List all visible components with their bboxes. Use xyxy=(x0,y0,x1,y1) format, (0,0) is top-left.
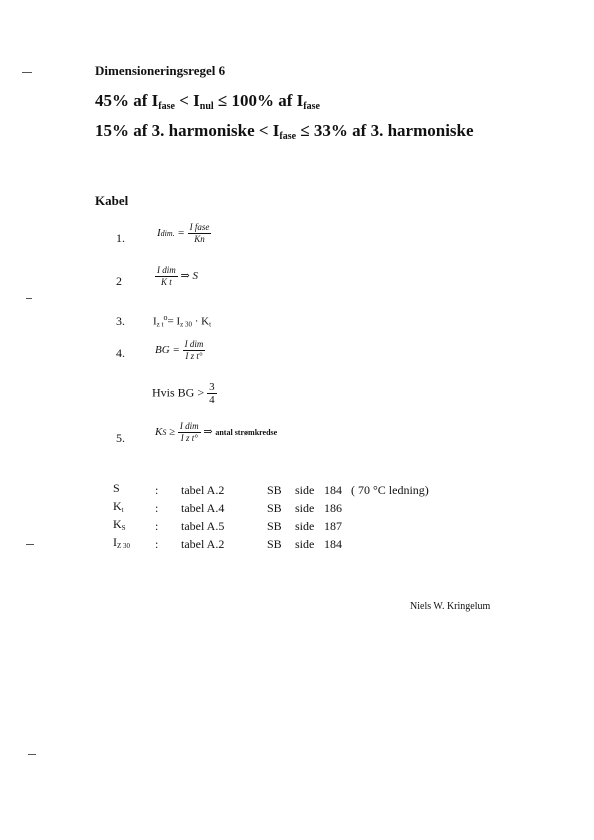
reference-cell-table: tabel A.4 xyxy=(181,501,225,515)
condition-formula xyxy=(152,381,217,406)
reference-cell-symbol xyxy=(113,499,155,517)
reference-cell-symbol xyxy=(113,535,155,553)
fraction-numerator: I dim xyxy=(157,265,176,275)
formula-multiply: · K xyxy=(191,315,210,328)
symbol-text: S xyxy=(113,481,120,495)
formula-ge: ≥ xyxy=(169,426,176,439)
fraction xyxy=(188,222,212,245)
reference-cell-note xyxy=(351,499,429,517)
symbol-subscript: t xyxy=(121,506,124,514)
step-number: 2 xyxy=(116,274,122,288)
formula-equals: = xyxy=(177,227,185,240)
step-number: 5. xyxy=(116,431,125,445)
rule1-text-c: ≤ 100% af I xyxy=(213,91,304,110)
symbol-subscript: S xyxy=(121,524,126,532)
formula-equals: = I xyxy=(167,315,181,328)
formula-subscript: z 30 xyxy=(180,320,192,329)
reference-row xyxy=(113,517,429,535)
reference-cell-colon: : xyxy=(155,537,159,551)
scan-mark xyxy=(26,544,34,545)
reference-cell-page: 184 xyxy=(324,483,342,497)
rule2-text-a: 15% af 3. harmoniske < I xyxy=(95,121,280,140)
formula-subscript: dim. xyxy=(160,229,175,239)
formula-symbol: BG xyxy=(155,344,170,357)
section-heading-kabel: Kabel xyxy=(95,193,129,208)
fraction xyxy=(183,339,206,362)
formula-superscript: o xyxy=(163,313,168,322)
step-number: 4. xyxy=(116,346,125,360)
fraction-denominator: K t xyxy=(160,277,172,287)
rule2-sub-fase: fase xyxy=(279,131,297,142)
fraction-numerator: I fase xyxy=(189,222,210,232)
formula-result: S xyxy=(192,270,198,283)
reference-cell-side: side xyxy=(295,537,315,551)
reference-row xyxy=(113,535,429,553)
formula-subscript: t xyxy=(209,320,212,329)
rule-line-2 xyxy=(95,121,474,142)
formula-symbol: I xyxy=(153,315,157,328)
formula-subscript: S xyxy=(162,428,167,438)
reference-cell-table: tabel A.2 xyxy=(181,483,225,497)
condition-text: Hvis BG > xyxy=(152,385,205,400)
reference-cell-side: side xyxy=(295,483,315,497)
symbol-text: K xyxy=(113,499,122,513)
formula-subscript: z t xyxy=(156,320,164,329)
rule1-text-a: 45% af I xyxy=(95,91,159,110)
reference-table xyxy=(113,481,429,553)
reference-row xyxy=(113,481,429,499)
step-3-formula xyxy=(153,313,211,329)
step-1-formula xyxy=(157,222,211,245)
rule1-sub-fase2: fase xyxy=(303,101,320,112)
formula-tail-text: antal strømkredse xyxy=(215,428,278,438)
reference-cell-colon: : xyxy=(155,519,159,533)
reference-cell-colon: : xyxy=(155,483,159,497)
step-5-formula xyxy=(155,421,277,444)
reference-cell-symbol xyxy=(113,517,155,535)
reference-cell-table: tabel A.5 xyxy=(181,519,225,533)
step-4-formula xyxy=(155,339,205,362)
reference-cell-book: SB xyxy=(267,519,282,533)
reference-cell-side: side xyxy=(295,501,315,515)
scan-mark xyxy=(22,72,32,73)
reference-cell-table: tabel A.2 xyxy=(181,537,225,551)
rule1-text-b: < I xyxy=(174,91,200,110)
reference-cell-page: 184 xyxy=(324,537,342,551)
reference-cell-book: SB xyxy=(267,483,282,497)
fraction xyxy=(155,265,178,288)
author-signature: Niels W. Kringelum xyxy=(410,601,491,612)
reference-cell-note: ( 70 °C ledning) xyxy=(351,483,429,497)
rule1-sub-fase: fase xyxy=(158,101,175,112)
symbol-text: K xyxy=(113,517,122,531)
reference-cell-book: SB xyxy=(267,501,282,515)
formula-symbol: K xyxy=(155,426,163,439)
step-2-formula xyxy=(155,265,198,288)
fraction xyxy=(207,381,217,406)
step-number: 3. xyxy=(116,314,125,328)
fraction xyxy=(178,421,201,444)
reference-cell-symbol xyxy=(113,481,155,499)
fraction-numerator: I dim xyxy=(179,421,199,431)
rule1-sub-nul: nul xyxy=(199,101,214,112)
reference-cell-note xyxy=(351,535,429,553)
implies-arrow: ⇒ xyxy=(180,270,190,283)
reference-cell-book: SB xyxy=(267,537,282,551)
fraction-numerator: 3 xyxy=(209,381,215,393)
rule-line-1 xyxy=(95,91,320,112)
reference-cell-note xyxy=(351,517,429,535)
symbol-text: I xyxy=(113,535,117,549)
scan-mark xyxy=(26,298,32,299)
fraction-denominator: I z t° xyxy=(180,433,198,443)
formula-equals: = xyxy=(172,344,180,357)
scan-mark xyxy=(28,754,36,755)
reference-cell-colon: : xyxy=(155,501,159,515)
page-title: Dimensioneringsregel 6 xyxy=(95,63,226,78)
reference-cell-side: side xyxy=(295,519,315,533)
formula-symbol: I xyxy=(157,227,161,240)
reference-cell-page: 187 xyxy=(324,519,342,533)
implies-arrow: ⇒ xyxy=(203,426,213,439)
fraction-denominator: I z t° xyxy=(185,351,203,361)
fraction-denominator: Kn xyxy=(194,234,205,244)
fraction-denominator: 4 xyxy=(209,394,215,406)
rule2-text-b: ≤ 33% af 3. harmoniske xyxy=(296,121,474,140)
step-number: 1. xyxy=(116,231,125,245)
fraction-numerator: I dim xyxy=(184,339,204,349)
reference-cell-page: 186 xyxy=(324,501,342,515)
reference-row xyxy=(113,499,429,517)
symbol-subscript: Z 30 xyxy=(117,542,131,550)
